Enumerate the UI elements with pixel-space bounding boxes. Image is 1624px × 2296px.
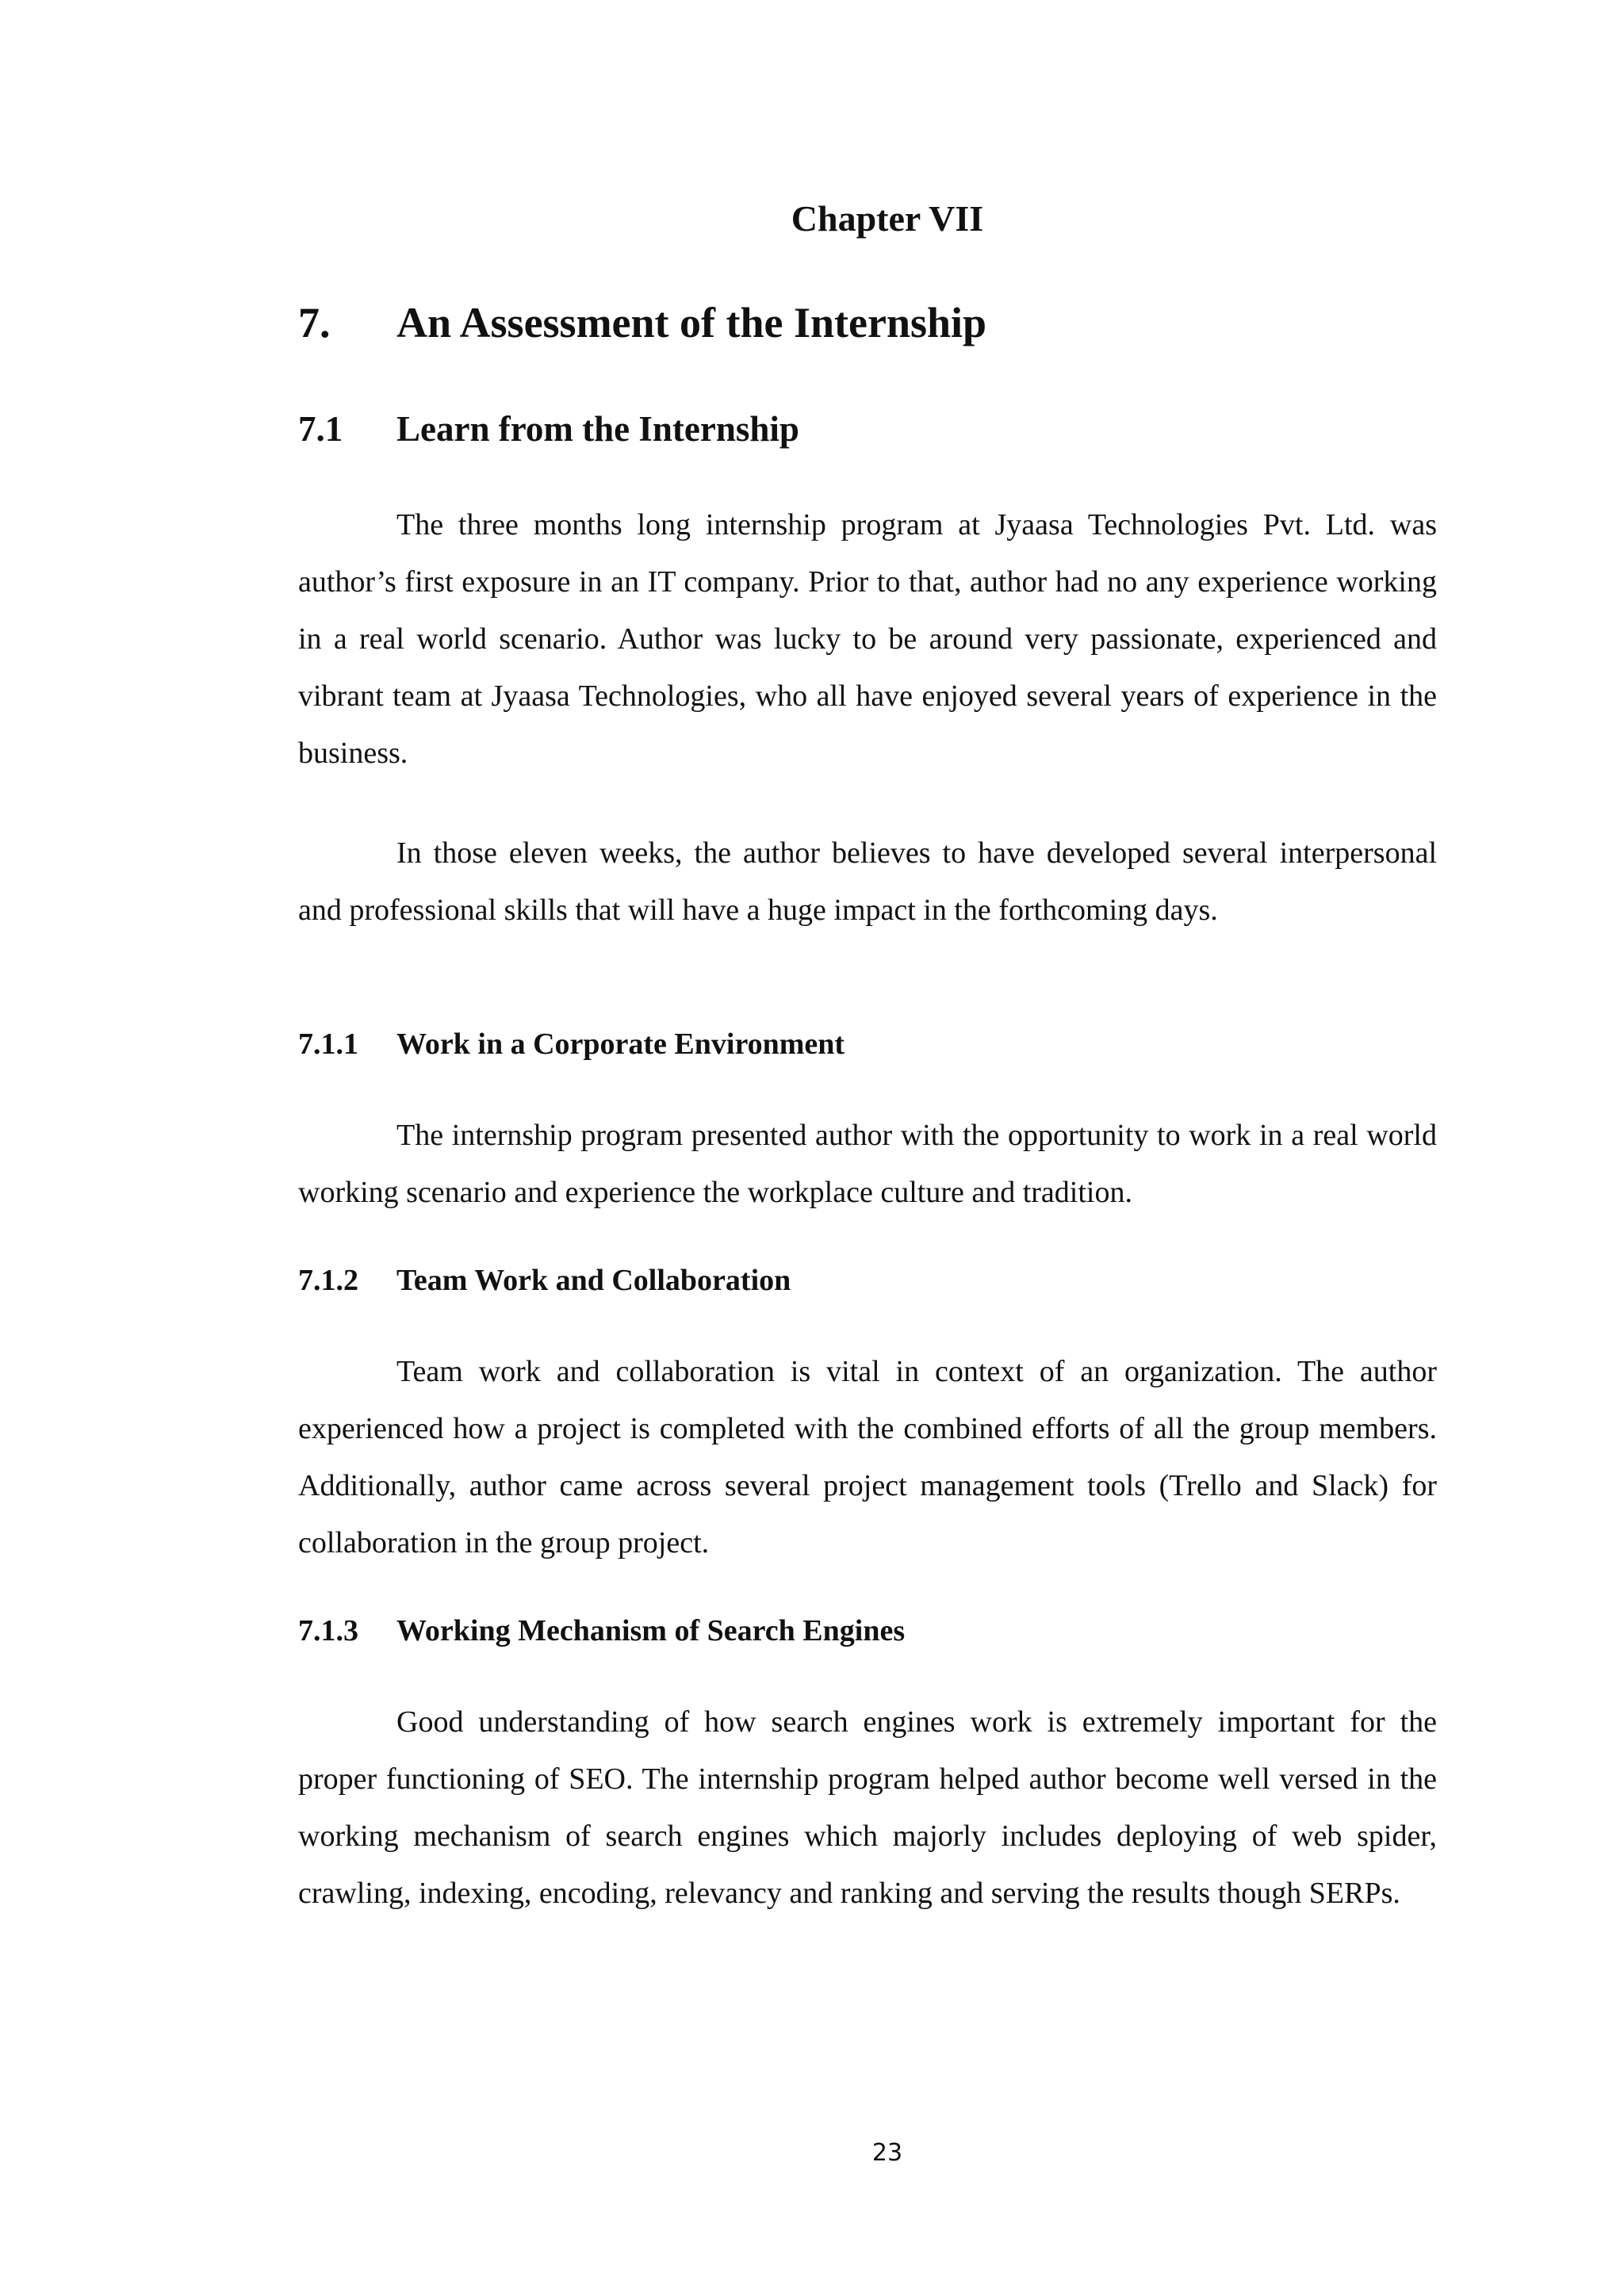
subsection-heading-number: 7.1.2 <box>298 1264 358 1297</box>
subsection-paragraph-2: Team work and collaboration is vital in context of an organization. The author experienced how a project is completed with the combined efforts of all the group members. Additionally, author came across several project management tools (Trello and Slack) for collaboration in the group project. <box>298 1355 1437 1559</box>
subsection-paragraph-3: Good understanding of how search engines work is extremely important for the proper functioning of SEO. The internship program helped author become well versed in the working mechanism of search engines which majorly includes deploying of web spider, crawling, indexing, encoding, relevancy and ranking and serving the results though SERPs. <box>298 1705 1437 1910</box>
subsection-heading-title: Working Mechanism of Search Engines <box>396 1614 906 1647</box>
chapter-label: Chapter VII <box>791 198 984 239</box>
subsection-paragraph-1: The internship program presented author with the opportunity to work in a real world working scenario and experience the workplace culture and tradition. <box>298 1119 1437 1209</box>
subsection-heading-number: 7.1.1 <box>298 1027 358 1061</box>
subsection-heading-title: Team Work and Collaboration <box>396 1264 791 1297</box>
chapter-heading-title: An Assessment of the Internship <box>396 299 987 346</box>
page-number: 23 <box>871 2139 903 2167</box>
chapter-heading-number: 7. <box>298 299 331 346</box>
section-paragraph-1: The three months long internship program at Jyaasa Technologies Pvt. Ltd. was author’s first exposure in an IT company. Prior to that, author had no any experience working in a real world scenario. Author was lucky to be around very passionate, experienced and vibrant team at Jyaasa Technologies, who all have enjoyed several years of experience in the business. <box>298 508 1437 770</box>
subsection-heading-title: Work in a Corporate Environment <box>396 1027 845 1061</box>
section-paragraph-2: In those eleven weeks, the author believes to have developed several interpersonal and professional skills that will have a huge impact in the forthcoming days. <box>298 836 1437 927</box>
subsection-heading-number: 7.1.3 <box>298 1614 358 1647</box>
section-heading-title: Learn from the Internship <box>396 409 799 449</box>
section-heading-number: 7.1 <box>298 409 343 449</box>
